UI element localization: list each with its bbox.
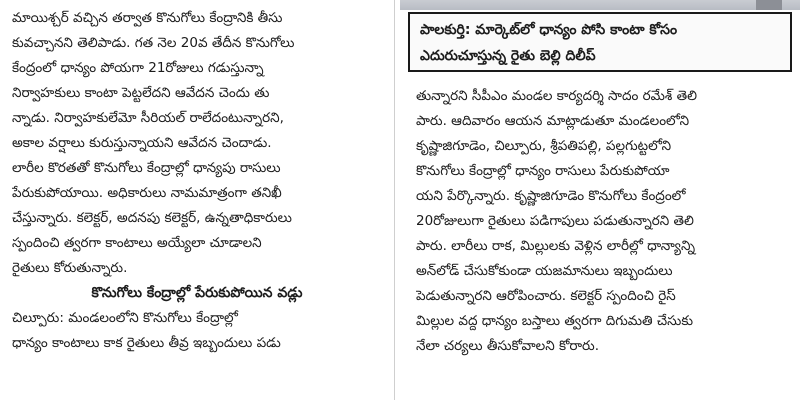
text-line: అన్‌లోడ్ చేసుకోకుండా యజమానులు ఇబ్బందులు — [416, 263, 673, 279]
text-line: మాయిశ్చర్ వచ్చిన తర్వాత కొనుగోలు కేంద్రానికి తీసు — [12, 10, 283, 26]
text-line: తున్నారని సీపీఎం మండల కార్యదర్శి సాదం రమేశ్ తెలి — [416, 88, 698, 104]
text-line: కొనుగోలు కేంద్రాల్లో ధాన్యం రాసులు పేరుకుపోయా — [416, 163, 670, 179]
text-line: చిల్పూరు: మండలంలోని కొనుగోలు కేంద్రాల్లో — [12, 310, 238, 326]
left-paragraph-top — [12, 6, 382, 281]
text-line: పారు. ఆదివారం ఆయన మాట్లాడుతూ మండలంలోని — [416, 113, 690, 129]
text-line: కేంద్రంలో ధాన్యం పోయగా 21రోజులు గడుస్తున్నా — [12, 60, 264, 76]
left-paragraph-bottom — [12, 306, 382, 356]
text-line: న్నాడు. నిర్వాహకులేమో సీరియల్ రాలేదంటున్నారని, — [12, 110, 284, 126]
text-line: స్పందించి త్వరగా కాంటాలు అయ్యేలా చూడాలని — [12, 235, 262, 251]
text-line: అకాల వర్షాలు కురుస్తున్నాయని ఆవేదన చెందాడు. — [12, 135, 272, 151]
text-line: నేలా చర్యలు తీసుకోవాలని కోరారు. — [416, 338, 600, 354]
text-line: మిల్లుల వద్ద ధాన్యం బస్తాలు త్వరగా దిగుమతి చేసుకు — [416, 313, 694, 329]
left-column — [0, 0, 392, 356]
caption-line: పాలకుర్తి: మార్కెట్‌లో ధాన్యం పోసి కాంటా కోసం — [420, 22, 678, 38]
photo-edge — [400, 0, 800, 10]
text-line: కృష్ణాజిగూడెం, చిల్పూరు, శ్రీపతిపల్లి, పల్లగుట్టలోని — [416, 138, 672, 154]
text-line: యని పేర్కొన్నారు. కృష్ణాజిగూడెం కొనుగోలు కేంద్రంలో — [416, 188, 686, 204]
text-line: నిర్వాహకులు కాంటా పెట్టలేదని ఆవేదన చెందు తు — [12, 85, 270, 101]
section-subheading: కొనుగోలు కేంద్రాల్లో పేరుకుపోయిన వడ్లు — [91, 285, 303, 301]
text-line: లారీల కొరతతో కొనుగోలు కేంద్రాల్లో ధాన్యపు రాసులు — [12, 160, 281, 176]
text-line: పారు. లారీలు రాక, మిల్లులకు వెళ్లిన లారీల్లో ధాన్యాన్ని — [416, 238, 696, 254]
text-line: పెడుతున్నారని ఆరోపించారు. కలెక్టర్ స్పందించి రైస్ — [416, 288, 676, 304]
photo-caption-box — [408, 12, 792, 72]
text-line: రైతులు కోరుతున్నారు. — [12, 260, 128, 276]
text-line: చేస్తున్నారు. కలెక్టర్, అదనపు కలెక్టర్, ఉన్నతాధికారులు — [12, 210, 292, 226]
text-line: కువచ్చానని తెలిపాడు. గత నెల 20వ తేదీన కొనుగోలు — [12, 35, 295, 51]
column-divider — [394, 0, 395, 400]
text-line: ధాన్యం కాంటాలు కాక రైతులు తీవ్ర ఇబ్బందులు పడు — [12, 335, 281, 351]
text-line: పేరుకుపోయాయి. అధికారులు నామమాత్రంగా తనిఖీ — [12, 185, 282, 201]
caption-line: ఎదురుచూస్తున్న రైతు బెల్లి దిలీప్ — [420, 48, 596, 64]
text-line: 20రోజులుగా రైతులు పడిగాపులు పడుతున్నారని తెలి — [416, 213, 694, 229]
right-paragraph — [400, 76, 800, 359]
